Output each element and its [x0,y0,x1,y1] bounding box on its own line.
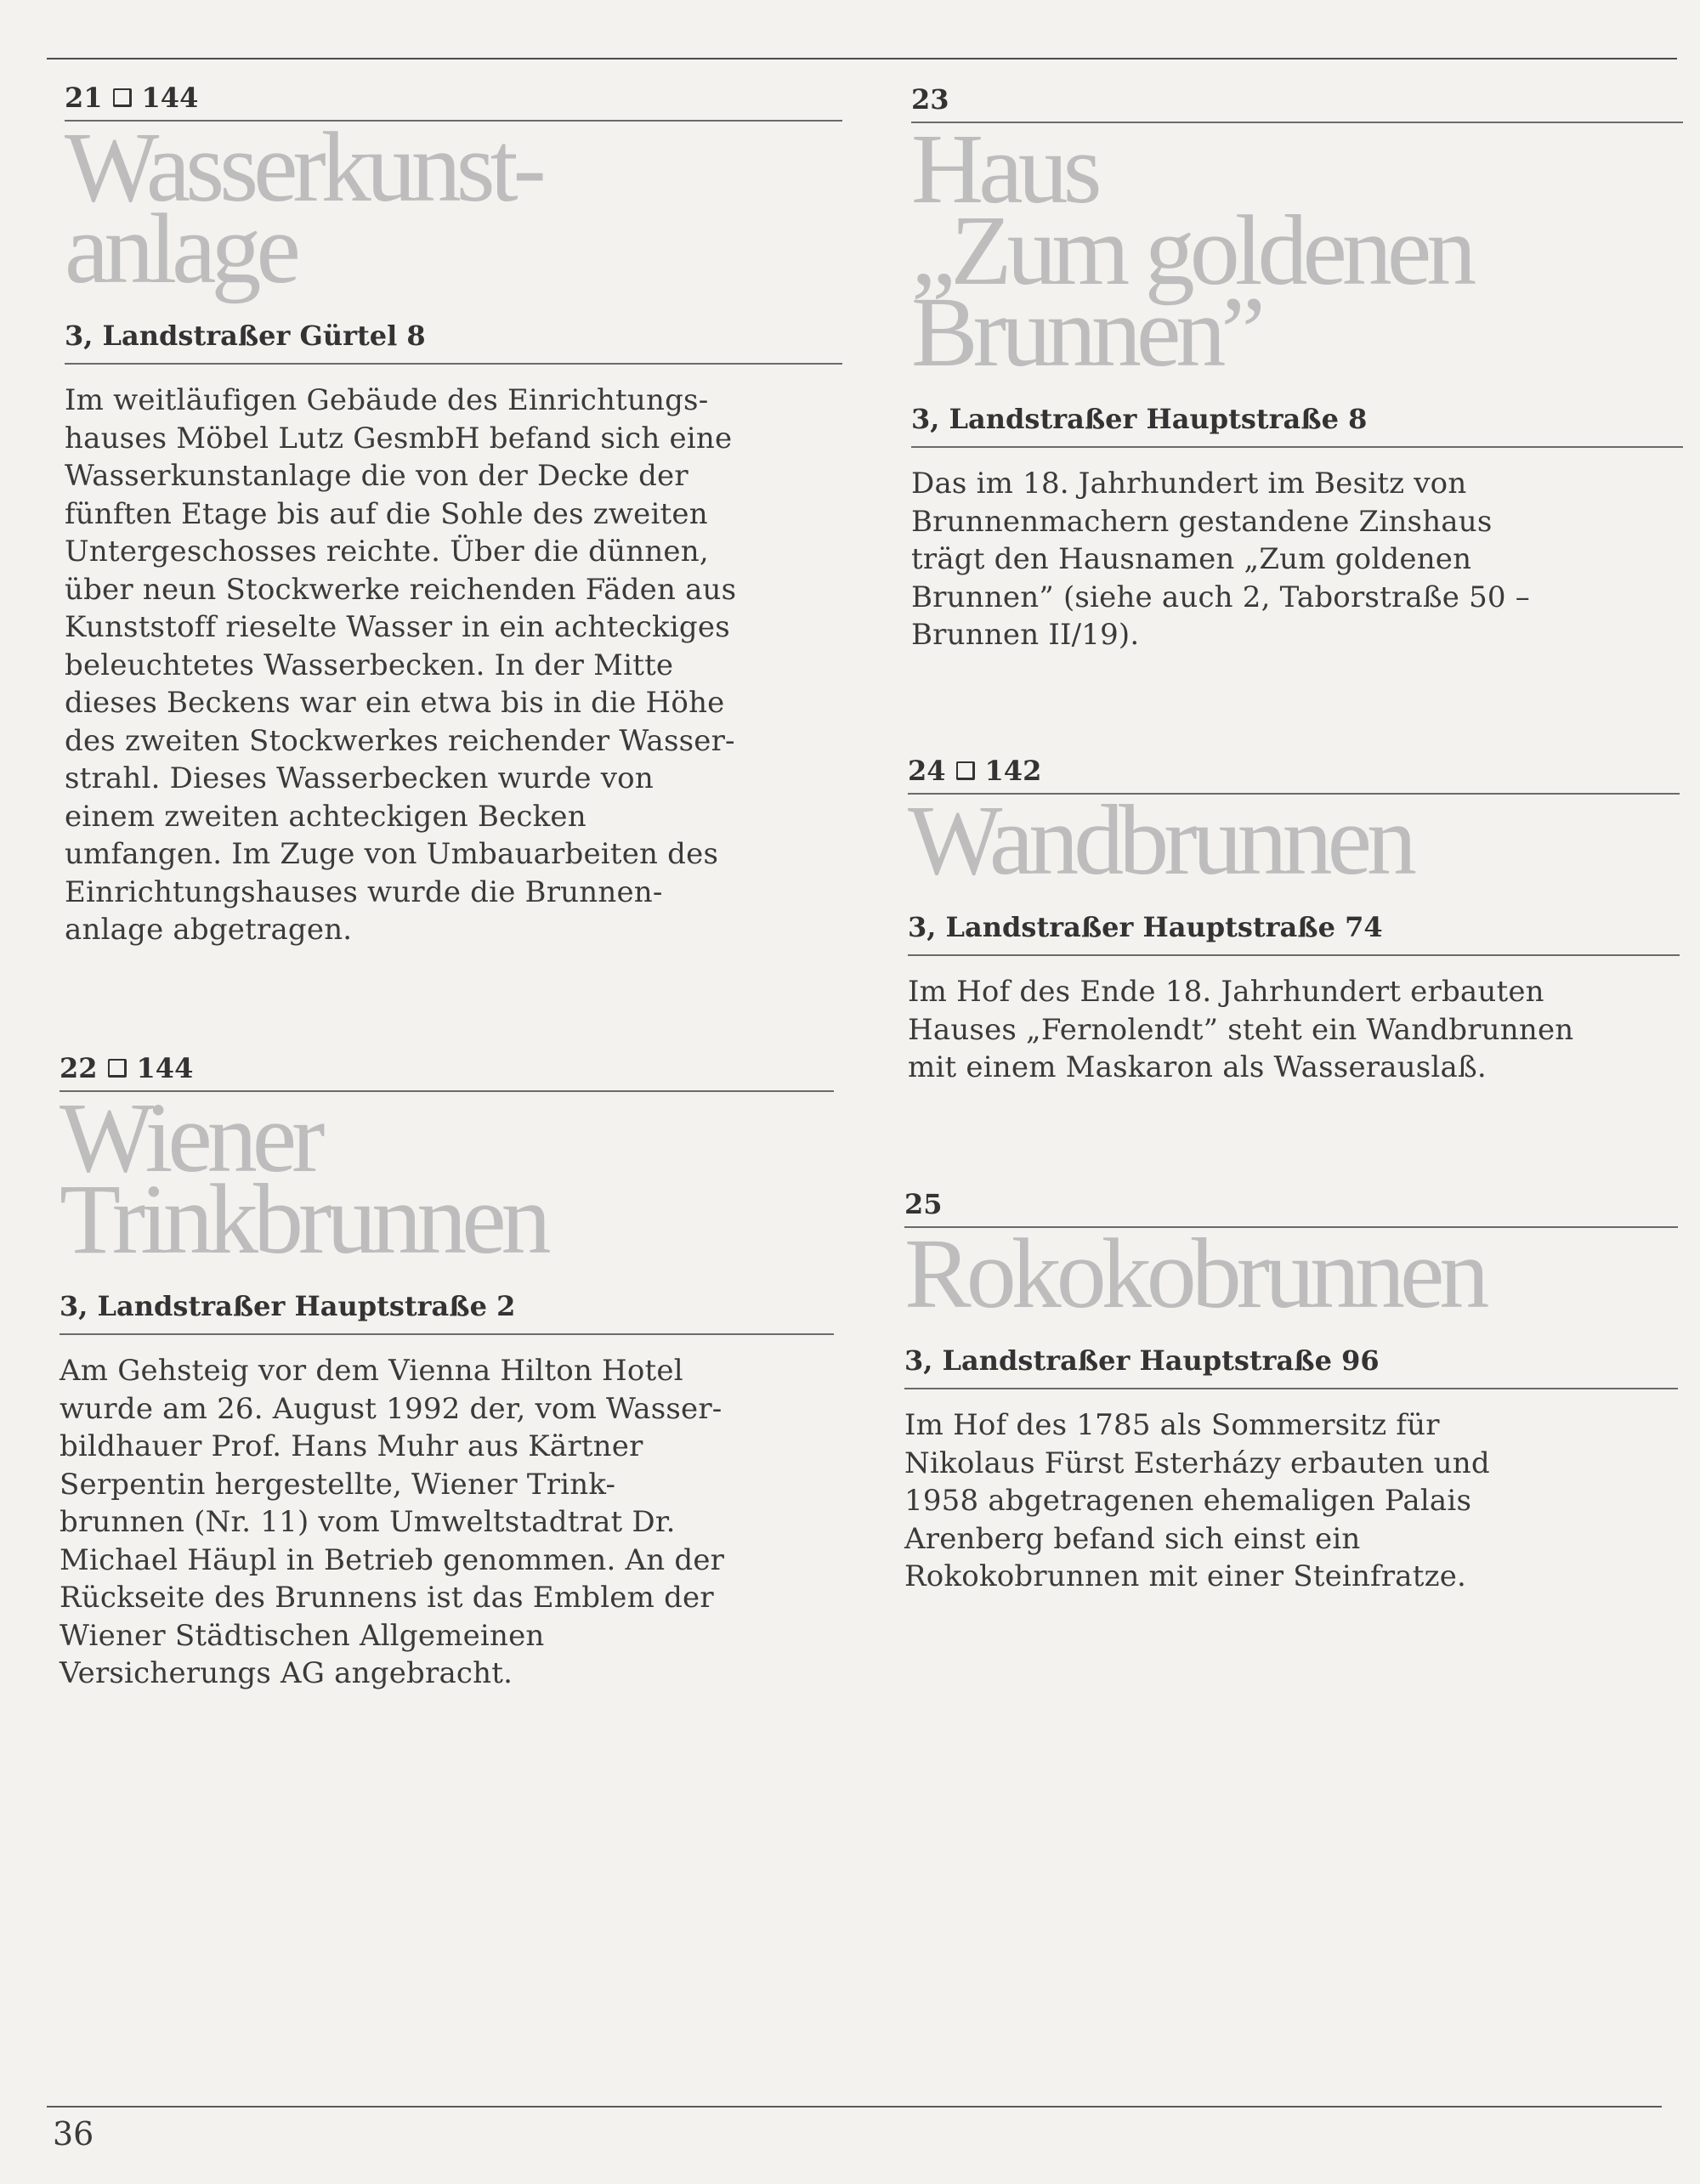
entry-address: 3, Landstraßer Hauptstraße 8 [911,403,1368,435]
checkbox-square-icon [113,88,132,107]
entry-reference: 142 [984,755,1042,787]
entry-text: Am Gehsteig vor dem Vienna Hilton Hotel wurde am 26. August 1992 der, vom Wasser- bildhauer Prof. Hans Muhr aus Kärtner Serpentin hergestellte, Wiener Trink- brunnen (Nr. 11) vom Umweltstadtrat Dr. Michael Häupl in Betrieb genommen. An der Rückseite des Brunnens ist das Emblem der Wiener Städtischen Allgemeinen Versicherungs AG angebracht. [60,1354,725,1690]
entry-header [911,82,1683,116]
entry-title: Wiener Trinkbrunnen [60,1082,547,1275]
entry-title: Wasserkunst- anlage [65,111,541,304]
address-rule [65,363,842,365]
entry-header [904,1187,1678,1221]
entry-21 [65,81,842,949]
entry-text: Das im 18. Jahrhundert im Besitz von Brunnenmachern gestandene Zinshaus trägt den Hausnamen „Zum goldenen Brunnen” (siehe auch 2, Taborstraße 50 – Brunnen II/19). [911,467,1530,652]
entry-22 [60,1051,834,1693]
entry-text: Im Hof des 1785 als Sommersitz für Nikolaus Fürst Esterházy erbauten und 1958 abgetragenen ehemaligen Palais Arenberg befand sich einst ein Rokokobrunnen mit einer Steinfratze. [904,1408,1490,1593]
entry-title: Haus „Zum goldenen Brunnen” [911,113,1472,388]
entry-header [908,754,1680,788]
page-number: 36 [53,2115,94,2153]
entry-number: 22 [60,1052,98,1084]
entry-header [60,1051,834,1085]
bottom-rule [47,2106,1662,2108]
entry-address: 3, Landstraßer Hauptstraße 96 [904,1344,1380,1377]
entry-header [65,81,842,115]
entry-number: 24 [908,755,946,787]
entry-number: 21 [65,82,103,114]
entry-24 [908,754,1680,1087]
entry-address: 3, Landstraßer Hauptstraße 2 [60,1290,516,1322]
top-rule [47,58,1677,59]
entry-reference: 144 [136,1052,194,1084]
checkbox-square-icon [108,1059,127,1078]
entry-address: 3, Landstraßer Hauptstraße 74 [908,911,1383,943]
entry-number: 25 [904,1188,943,1220]
entry-title: Wandbrunnen [908,784,1412,896]
entry-address: 3, Landstraßer Gürtel 8 [65,320,426,352]
address-rule [60,1333,834,1335]
address-rule [904,1388,1678,1389]
entry-title: Rokokobrunnen [904,1218,1485,1329]
entry-25 [904,1187,1678,1596]
checkbox-square-icon [956,761,975,780]
entry-text: Im weitläufigen Gebäude des Einrichtungs- hauses Möbel Lutz GesmbH befand sich eine Wasserkunstanlage die von der Decke der fünften Etage bis auf die Sohle des zweiten Untergeschosses reichte. Über die dünnen, über neun Stockwerke reichenden Fäden aus Kunststoff rieselte Wasser in ein achteckiges beleuchtetes Wasserbecken. In der Mitte dieses Beckens war ein etwa bis in die Höhe des zweiten Stockwerkes reichender Wasser- strahl. Dieses Wasserbecken wurde von einem zweiten achteckigen Becken umfangen. Im Zuge von Umbauarbeiten des Einrichtungshauses wurde die Brunnen- anlage abgetragen. [65,383,737,947]
entry-text: Im Hof des Ende 18. Jahrhundert erbauten Hauses „Fernolendt” steht ein Wandbrunnen mit einem Maskaron als Wasserauslaß. [908,975,1574,1084]
entry-reference: 144 [141,82,199,114]
address-rule [911,446,1683,448]
entry-23 [911,82,1683,654]
entry-number: 23 [911,83,949,116]
address-rule [908,954,1680,956]
